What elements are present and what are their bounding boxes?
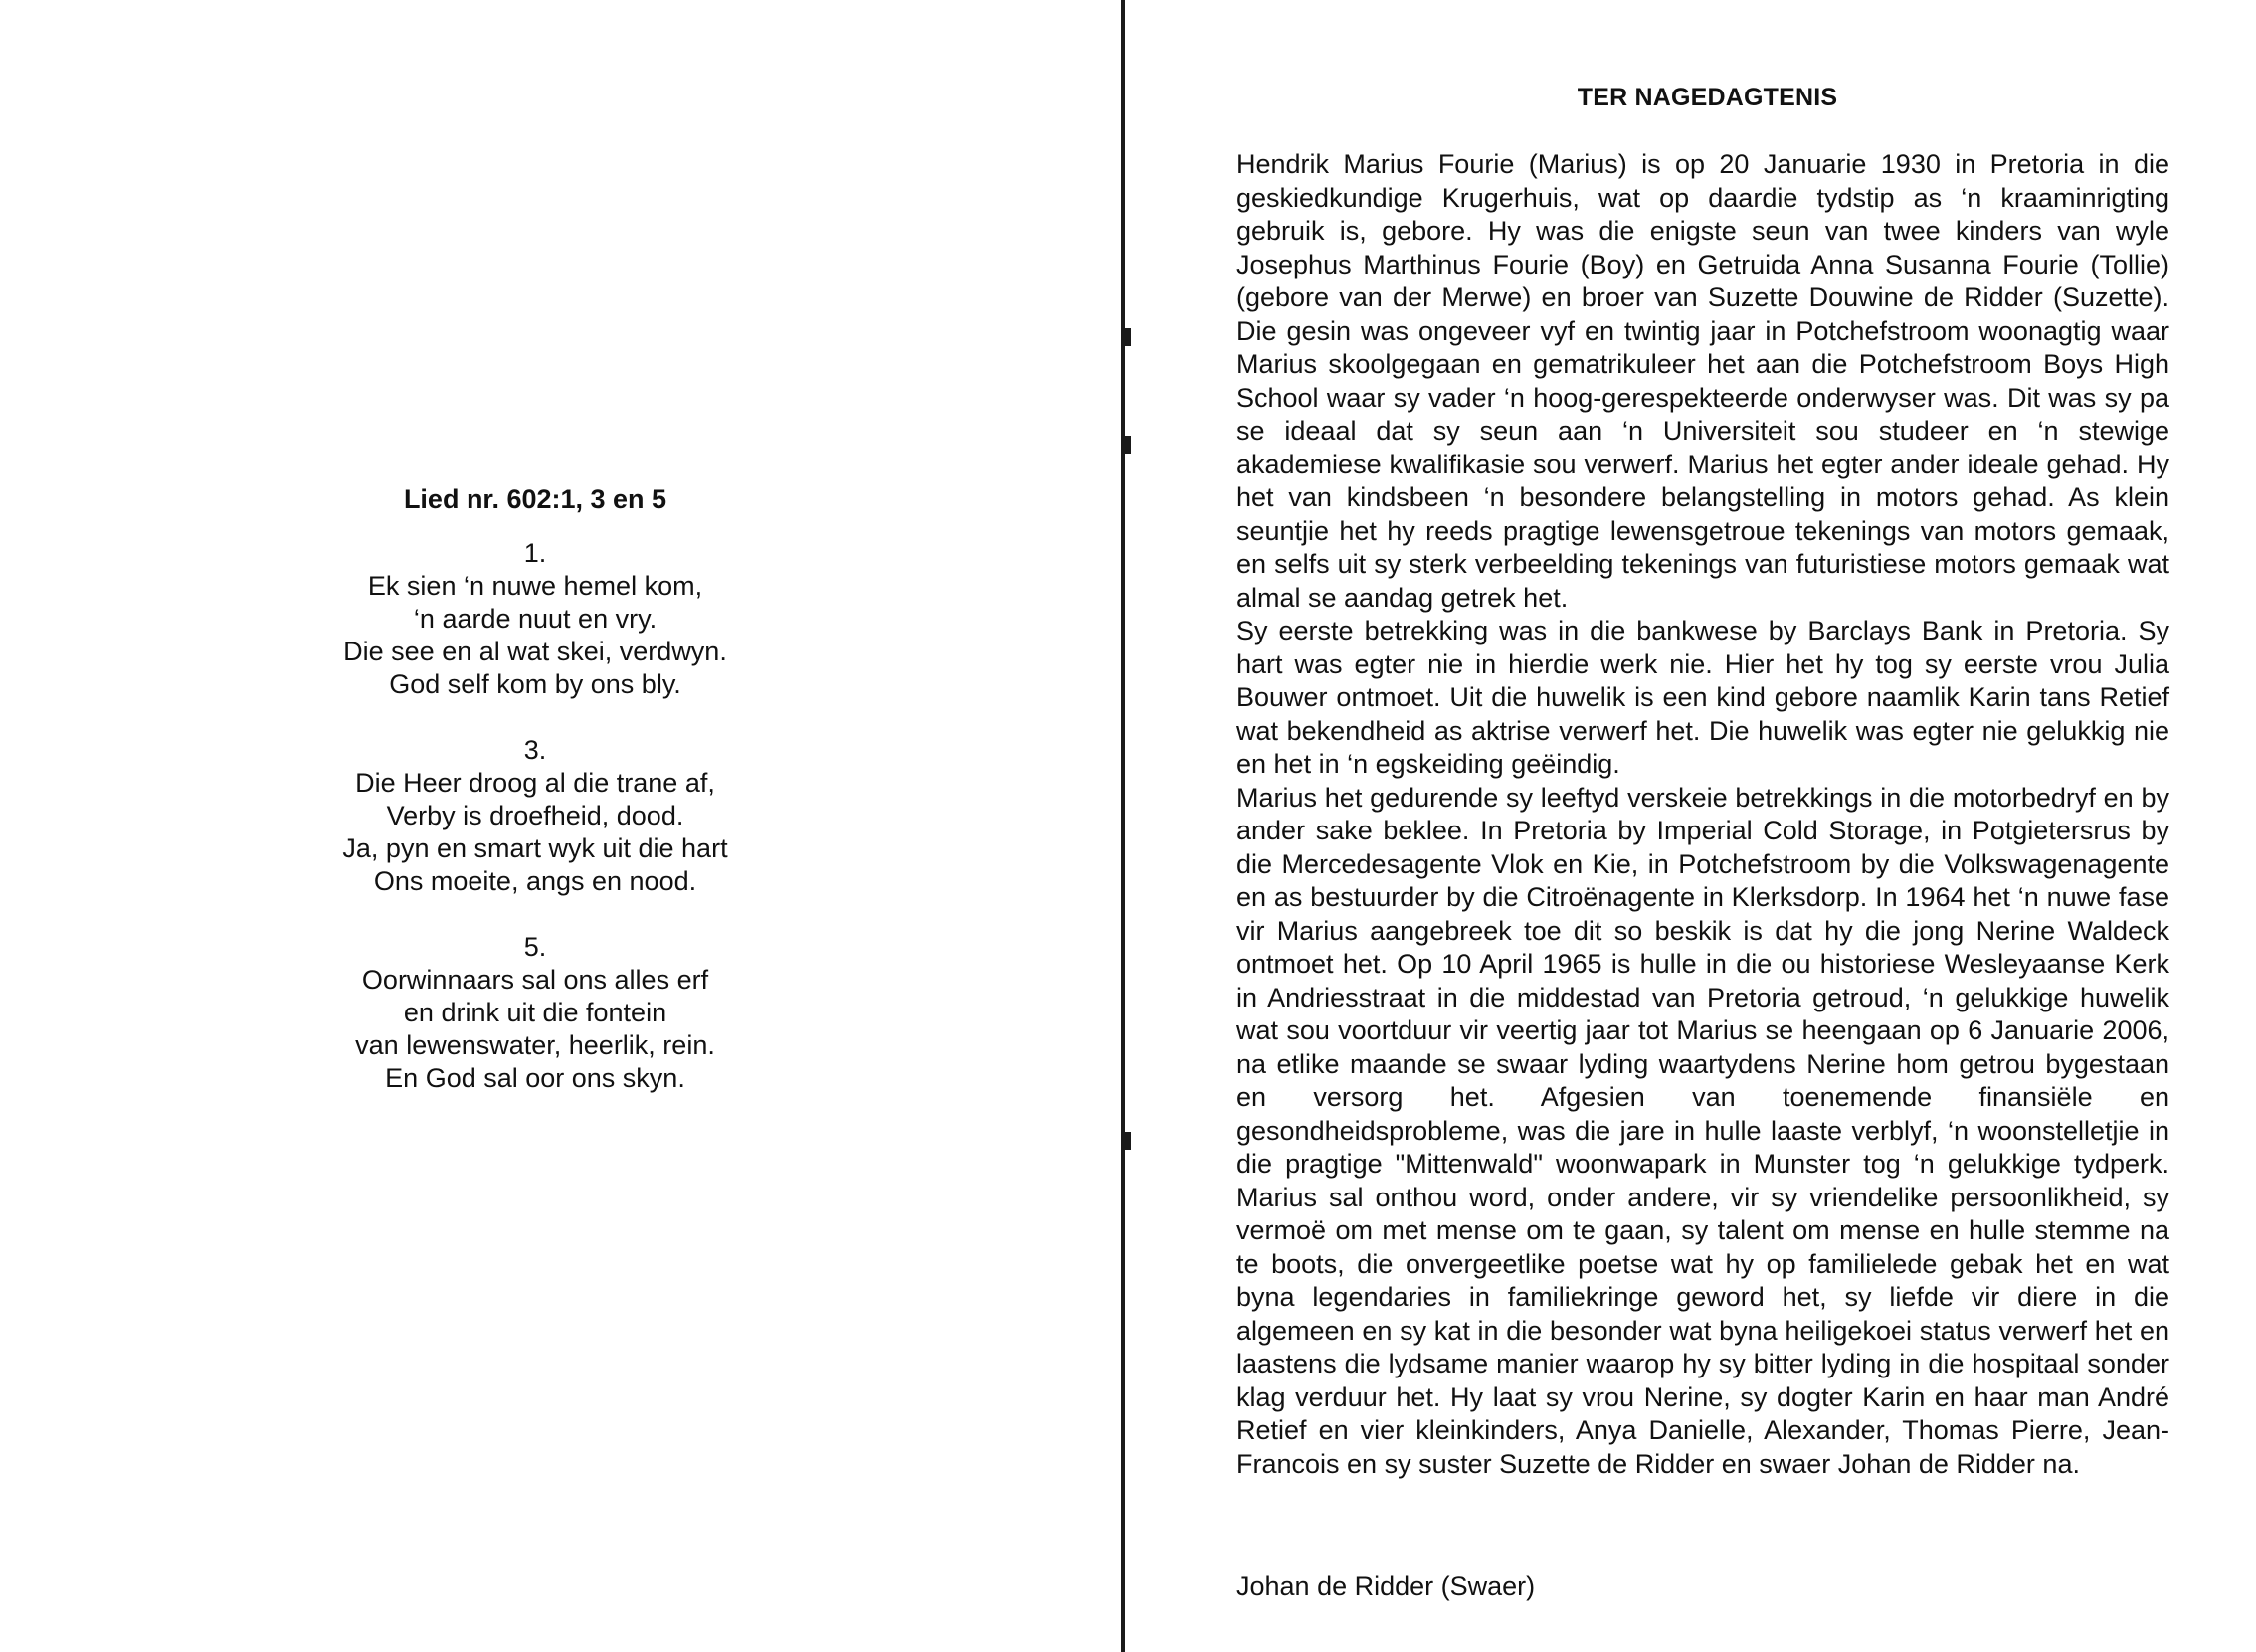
memorial-paragraph: Sy eerste betrekking was in die bankwese by Barclays Bank in Pretoria. Sy hart was egter nie in hierdie werk nie. Hier het hy tog sy eerste vrou Julia Bouwer ontmoet. Uit die huwelik is een kind gebore naamlik Karin tans Retief wat bekendheid as aktrise verwerf het. Die huwelik was egter nie gelukkig nie en het in ‘n egskeiding geëindig. [1236,616,2169,779]
verse-line: ‘n aarde nuut en vry. [413,604,658,634]
hymn-verse [259,734,812,898]
memorial-text [1236,148,2169,1481]
verse-line: Ek sien ‘n nuwe hemel kom, [367,571,703,601]
fold-notch [1125,1132,1131,1150]
hymn-verse [259,931,812,1095]
verse-number: 3. [523,735,547,765]
hymn-title: Lied nr. 602:1, 3 en 5 [403,484,667,514]
verse-number: 1. [523,538,547,568]
hymn-verse [259,537,812,701]
page-fold [1121,0,1125,1652]
memorial-title: TER NAGEDAGTENIS [1577,84,1838,111]
verse-line: Ja, pyn en smart wyk uit die hart [342,833,728,863]
verse-line: Verby is droefheid, dood. [386,801,684,830]
verse-line: Oorwinnaars sal ons alles erf [361,965,709,995]
verse-line: van lewenswater, heerlik, rein. [355,1030,715,1060]
fold-notch [1125,328,1131,346]
verse-number: 5. [523,932,547,962]
verse-line: en drink uit die fontein [403,998,667,1027]
hymn-block [259,481,812,1128]
memorial-paragraph: Marius het gedurende sy leeftyd verskeie betrekkings in die motorbedryf en by ander sake beklee. In Pretoria by Imperial Cold Storage, in Potgietersrus by die Mercedesagente Vlok en Kie, in Potchefstroom by die Volkswagenagente en as bestuurder by die Citroënagente in Klerksdorp. In 1964 het ‘n nuwe fase vir Marius aangebreek toe dit so beskik is dat hy die jong Nerine Waldeck ontmoet het. Op 10 April 1965 is hulle in die ou historiese Wesleyaanse Kerk in Andriesstraat in die middestad van Pretoria getroud, ‘n gelukkige huwelik wat sou voortduur vir veertig jaar tot Marius se heengaan op 6 Januarie 2006, na etlike maande se swaar lyding waartydens Nerine hom getrou bygestaan en versorg het. Afgesien van toenemende finansiële en gesondheidsprobleme, was die jare in hulle laaste verblyf, ‘n woonstelletjie in die pragtige "Mittenwald" woonwapark in Munster tog ‘n gelukkige tydperk. Marius sal onthou word, onder andere, vir sy vriendelike persoonlikheid, sy vermoë om met mense om te gaan, sy talent om mense en hulle stemme na te boots, die onvergeetlike poetse wat hy op familielede gebak het en wat byna legendaries in familiekringe geword het, sy liefde vir diere in die algemeen en sy kat in die besonder wat byna heiligekoei status verwerf het en laastens die lydsame manier waarop hy sy bitter lyding in die hospitaal sonder klag verduur het. Hy laat sy vrou Nerine, sy dogter Karin en haar man André Retief en vier kleinkinders, Anya Danielle, Alexander, Thomas Pierre, Jean-Francois en sy suster Suzette de Ridder en swaer Johan de Ridder na. [1236,782,2169,1479]
verse-line: Die see en al wat skei, verdwyn. [343,637,727,666]
verse-line: Ons moeite, angs en nood. [373,866,697,896]
verse-line: God self kom by ons bly. [389,669,681,699]
memorial-paragraph: Hendrik Marius Fourie (Marius) is op 20 Januarie 1930 in Pretoria in die geskiedkundige Krugerhuis, wat op daardie tydstip as ‘n kraaminrigting gebruik is, gebore. Hy was die enigste seun van twee kinders van wyle Josephus Marthinus Fourie (Boy) en Getruida Anna Susanna Fourie (Tollie) (gebore van der Merwe) en broer van Suzette Douwine de Ridder (Suzette). Die gesin was ongeveer vyf en twintig jaar in Potchefstroom woonagtig waar Marius skoolgegaan en gematrikuleer het aan die Potchefstroom Boys High School waar sy vader ‘n hoog-gerespekteerde onderwyser was. Dit was sy pa se ideaal dat sy seun aan ‘n Universiteit sou studeer en ‘n stewige akademiese kwalifikasie sou verwerf. Marius het egter ander ideale gehad. Hy het van kindsbeen ‘n besondere belangstelling in motors gehad. As klein seuntjie het hy reeds pragtige lewensgetroue tekenings van motors gemaak, en selfs uit sy sterk verbeelding tekenings van futuristiese motors gemaak wat almal se aandag getrek het. [1236,149,2169,613]
verse-line: Die Heer droog al die trane af, [355,768,715,798]
verse-line: En God sal oor ons skyn. [385,1063,685,1093]
signature: Johan de Ridder (Swaer) [1236,1571,1536,1601]
fold-notch [1125,436,1131,454]
